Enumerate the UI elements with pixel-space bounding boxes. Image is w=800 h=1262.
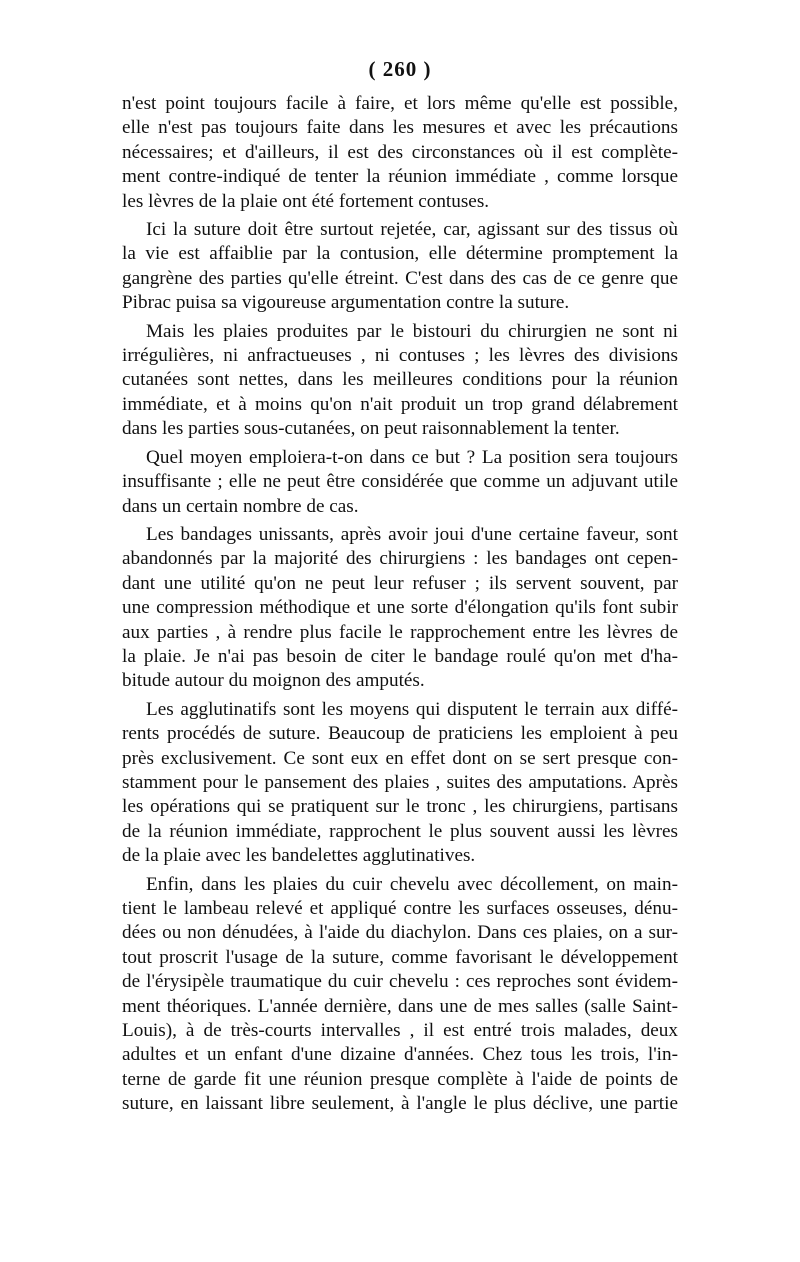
text-line: suture, en laissant libre seulement, à l'angle le plus déclive, une partie (122, 1093, 678, 1115)
text-line: n'est point toujours facile à faire, et lors même qu'elle est possible, (122, 93, 678, 114)
text-line: les opérations qui se pratiquent sur le tronc , les chirurgiens, partisans (122, 796, 678, 818)
text-line: dans un certain nombre de cas. (122, 495, 359, 517)
text-line: Quel moyen emploiera-t-on dans ce but ? La position sera toujours (146, 446, 678, 468)
text-line: la vie est affaiblie par la contusion, elle détermine promptement la (122, 243, 678, 265)
text-line: nécessaires; et d'ailleurs, il est des circonstances où il est complète- (122, 141, 678, 163)
paragraph (122, 218, 678, 316)
text-line: Enfin, dans les plaies du cuir chevelu avec décollement, on main- (146, 873, 678, 895)
text-line: adultes et un enfant d'une dizaine d'années. Chez tous les trois, l'in- (122, 1044, 678, 1066)
text-line: dées ou non dénudées, à l'aide du diachylon. Dans ces plaies, on a sur- (122, 922, 678, 944)
paragraph (122, 320, 678, 442)
text-line: elle n'est pas toujours faite dans les mesures et avec les précautions (122, 117, 678, 139)
text-line: dans les parties sous-cutanées, on peut raisonnablement la tenter. (122, 418, 620, 440)
text-line: Ici la suture doit être surtout rejetée, car, agissant sur des tissus où (146, 219, 678, 241)
text-line: Les agglutinatifs sont les moyens qui disputent le terrain aux diffé- (146, 698, 678, 720)
text-line: ment contre-indiqué de tenter la réunion immédiate , comme lorsque (122, 166, 678, 188)
text-line: près exclusivement. Ce sont eux en effet dont on se sert presque con- (122, 747, 678, 769)
paragraph (122, 873, 678, 1117)
text-line: tient le lambeau relevé et appliqué contre les surfaces osseuses, dénu- (122, 898, 678, 919)
text-line: aux parties , à rendre plus facile le rapprochement entre les lèvres de (122, 621, 678, 643)
paragraph (122, 698, 678, 869)
text-line: irrégulières, ni anfractueuses , ni contuses ; les lèvres des divisions (122, 345, 678, 367)
text-line: ment théoriques. L'année dernière, dans une de mes salles (salle Saint- (122, 995, 678, 1017)
body-text (122, 92, 678, 1121)
paragraph (122, 92, 678, 214)
text-line: de l'érysipèle traumatique du cuir chevelu : ces reproches sont évidem- (122, 971, 678, 993)
text-line: insuffisante ; elle ne peut être considérée que comme un adjuvant utile (122, 471, 678, 493)
text-line: abandonnés par la majorité des chirurgiens : les bandages ont cepen- (122, 548, 678, 570)
text-line: immédiate, et à moins qu'on n'ait produit un trop grand délabrement (122, 393, 678, 415)
text-line: bitude autour du moignon des amputés. (122, 670, 425, 692)
text-line: tout proscrit l'usage de la suture, comme favorisant le développement (122, 946, 678, 968)
text-line: les lèvres de la plaie ont été fortement contuses. (122, 190, 490, 212)
text-line: Les bandages unissants, après avoir joui d'une certaine faveur, sont (146, 523, 678, 545)
text-line: terne de garde fit une réunion presque complète à l'aide de points de (122, 1068, 678, 1090)
text-line: une compression méthodique et une sorte d'élongation qu'ils font subir (122, 597, 678, 619)
text-line: de la réunion immédiate, rapprochent le plus souvent aussi les lèvres (122, 820, 678, 842)
text-line: Pibrac puisa sa vigoureuse argumentation contre la suture. (122, 292, 570, 314)
text-line: stamment pour le pansement des plaies , suites des amputations. Après (122, 771, 678, 793)
text-line: rents procédés de suture. Beaucoup de praticiens les emploient à peu (122, 723, 678, 745)
text-line: cutanées sont nettes, dans les meilleures conditions pour la réunion (122, 369, 678, 391)
page-number: ( 260 ) (368, 57, 432, 81)
text-line: dant une utilité qu'on ne peut leur refuser ; ils servent souvent, par (122, 572, 678, 594)
text-line: gangrène des parties qu'elle étreint. C'est dans des cas de ce genre que (122, 267, 678, 289)
text-line: Mais les plaies produites par le bistouri du chirurgien ne sont ni (146, 320, 678, 342)
text-line: la plaie. Je n'ai pas besoin de citer le bandage roulé qu'on met d'ha- (122, 645, 678, 667)
text-line: Louis), à de très-courts intervalles , il est entré trois malades, deux (122, 1020, 678, 1042)
text-line: de la plaie avec les bandelettes agglutinatives. (122, 845, 476, 867)
paragraph (122, 446, 678, 519)
paragraph (122, 523, 678, 694)
